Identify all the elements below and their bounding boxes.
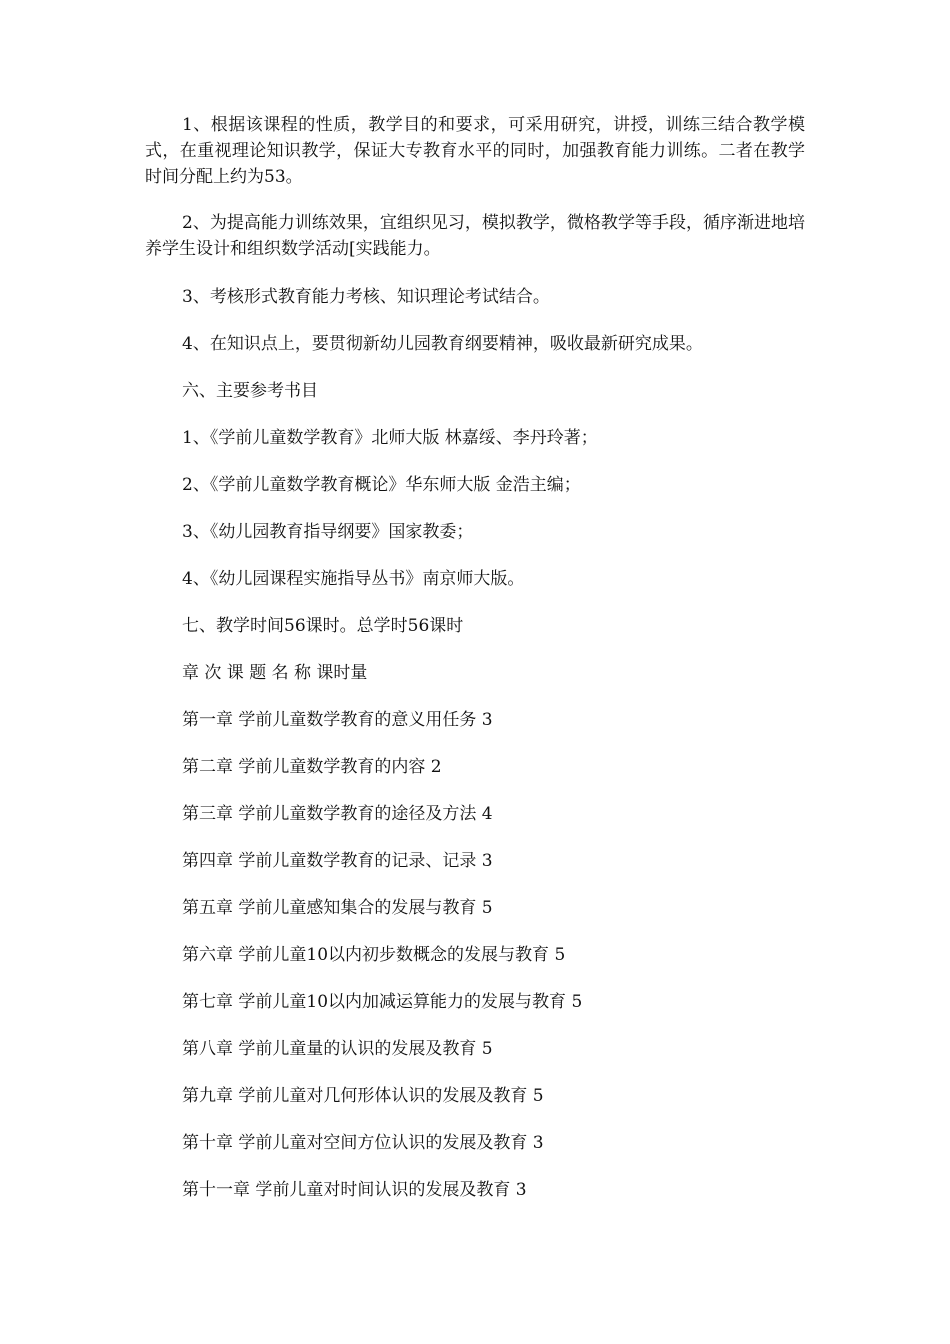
- line-knowledge-points: 4、在知识点上，要贯彻新幼儿园教育纲要精神，吸收最新研究成果。: [182, 334, 703, 354]
- paragraph-training-methods: 2、为提高能力训练效果，宜组织见习，模拟教学，微格教学等手段，循序渐进地培养学生设计和组织数学活动[实践能力。: [145, 213, 805, 259]
- reference-item-2: 2、《学前儿童数学教育概论》华东师大版 金浩主编；: [182, 475, 581, 495]
- reference-item-3: 3、《幼儿园教育指导纲要》国家教委；: [182, 522, 474, 542]
- reference-item-4: 4、《幼儿园课程实施指导丛书》南京师大版。: [182, 569, 525, 589]
- chapter-line-4: 第四章 学前儿童数学教育的记录、记录 3: [182, 851, 493, 871]
- chapter-line-11: 第十一章 学前儿童对时间认识的发展及教育 3: [182, 1180, 527, 1200]
- chapter-line-1: 第一章 学前儿童数学教育的意义用任务 3: [182, 710, 493, 730]
- chapter-line-2: 第二章 学前儿童数学教育的内容 2: [182, 757, 442, 777]
- paragraph-teaching-mode: 1、根据该课程的性质，教学目的和要求，可采用研究，讲授，训练三结合教学模式，在重视理论知识教学，保证大专教育水平的同时，加强教育能力训练。二者在教学时间分配上约为53。: [145, 115, 805, 187]
- chapter-line-8: 第八章 学前儿童量的认识的发展及教育 5: [182, 1039, 493, 1059]
- schedule-header: 章 次 课 题 名 称 课时量: [182, 663, 368, 683]
- section-heading-teaching-time: 七、教学时间56课时。总学时56课时: [182, 616, 464, 636]
- chapter-line-6: 第六章 学前儿童10以内初步数概念的发展与教育 5: [182, 945, 566, 965]
- document-body: [145, 112, 805, 1224]
- chapter-line-5: 第五章 学前儿童感知集合的发展与教育 5: [182, 898, 493, 918]
- chapter-line-3: 第三章 学前儿童数学教育的途径及方法 4: [182, 804, 493, 824]
- chapter-line-7: 第七章 学前儿童10以内加减运算能力的发展与教育 5: [182, 992, 583, 1012]
- section-heading-references: 六、主要参考书目: [182, 381, 318, 401]
- reference-item-1: 1、《学前儿童数学教育》北师大版 林嘉绥、李丹玲著；: [182, 428, 598, 448]
- line-assessment-form: 3、考核形式教育能力考核、知识理论考试结合。: [182, 287, 550, 307]
- chapter-line-10: 第十章 学前儿童对空间方位认识的发展及教育 3: [182, 1133, 544, 1153]
- chapter-line-9: 第九章 学前儿童对几何形体认识的发展及教育 5: [182, 1086, 544, 1106]
